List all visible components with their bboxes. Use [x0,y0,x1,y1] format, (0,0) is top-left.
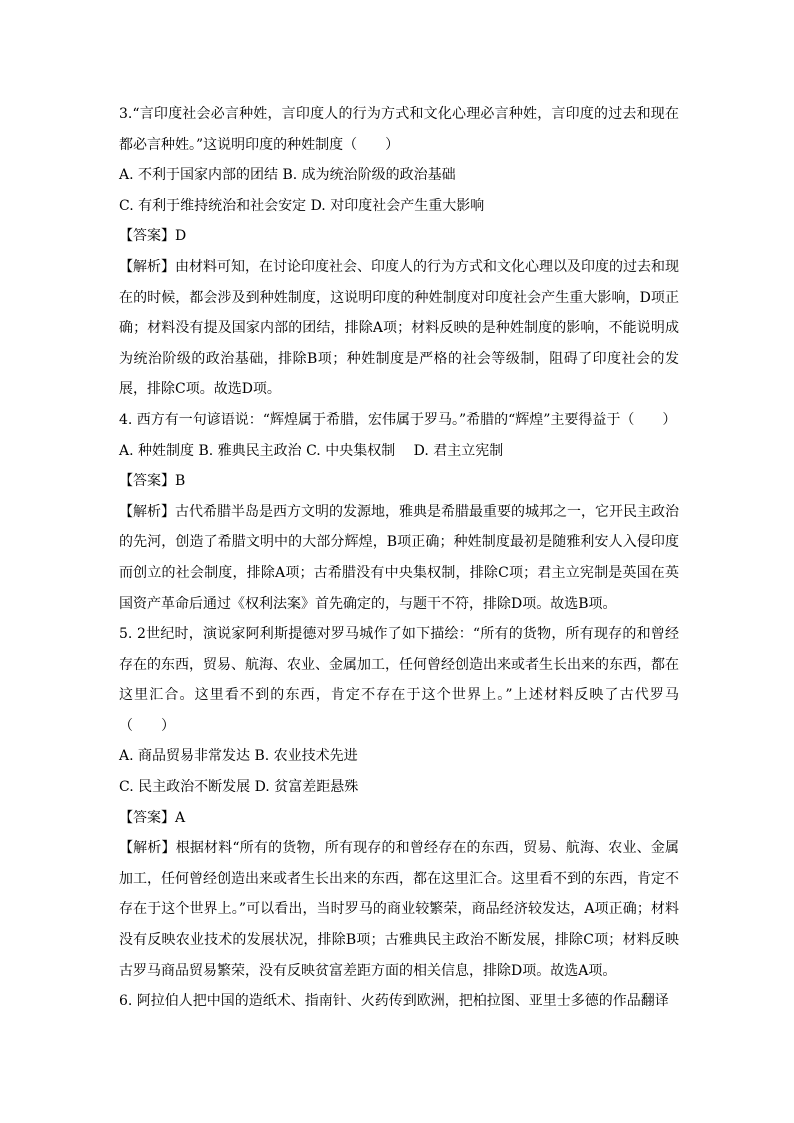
question-4 [119,405,679,619]
answer-label: 【答案】A [119,809,186,826]
question-options: C. 民主政治不断发展 D. 贫富差距悬殊 [119,779,359,796]
question-options: A. 商品贸易非常发达 B. 农业技术先进 [119,748,358,765]
analysis-text: 【解析】根据材料“所有的货物，所有现存的和曾经存在的东西，贸易、航海、农业、金属加工，任何曾经创造出来或者生长出来的东西，都在这里汇合。这里看不到的东西，肯定不存在于这个世界上。”可以看出，当时罗马的商业较繁荣，商品经济较发达，A项正确；材料没有反映农业技术的发展状况，排除B项；古雅典民主政治不断发展，排除C项；材料反映古罗马商品贸易繁荣，没有反映贫富差距方面的相关信息，排除D项。故选A项。 [119,840,679,979]
analysis-text: 【解析】古代希腊半岛是西方文明的发源地，雅典是希腊最重要的城邦之一，它开民主政治的先河，创造了希腊文明中的大部分辉煌，B项正确；种姓制度最初是随雅利安人入侵印度而创立的社会制度，排除A项；古希腊没有中央集权制，排除C项；君主立宪制是英国在英国资产革命后通过《权利法案》首先确定的，与题干不符，排除D项。故选B项。 [119,503,679,612]
question-options: C. 有利于维持统治和社会安定 D. 对印度社会产生重大影响 [119,197,485,214]
answer-label: 【答案】D [119,228,187,245]
question-6-stem: 6. 阿拉伯人把中国的造纸术、指南针、火药传到欧洲，把柏拉图、亚里士多德的作品翻译 [119,993,669,1010]
question-stem: 5. 2世纪时，演说家阿利斯提德对罗马城作了如下描绘：“所有的货物，所有现存的和曾经存在的东西，贸易、航海、农业、金属加工，任何曾经创造出来或者生长出来的东西，都在这里汇合。这里看不到的东西，肯定不存在于这个世界上。”上述材料反映了古代罗马（ ） [119,626,679,734]
question-5 [119,619,679,986]
question-options: A. 不利于国家内部的团结 B. 成为统治阶级的政治基础 [119,167,456,184]
answer-label: 【答案】B [119,473,186,490]
analysis-text: 【解析】由材料可知，在讨论印度社会、印度人的行为方式和文化心理以及印度的过去和现在的时候，都会涉及到种姓制度，这说明印度的种姓制度对印度社会产生重大影响，D项正确；材料没有提及国家内部的团结，排除A项；材料反映的是种姓制度的影响，不能说明成为统治阶级的政治基础，排除B项；种姓制度是严格的社会等级制，阻碍了印度社会的发展，排除C项。故选D项。 [119,258,679,398]
question-3 [119,99,679,405]
question-list [119,99,679,1017]
question-stem: 3.“言印度社会必言种姓，言印度人的行为方式和文化心理必言种姓，言印度的过去和现在都必言种姓。”这说明印度的种姓制度（ ） [119,106,679,153]
question-stem: 4. 西方有一句谚语说：“辉煌属于希腊，宏伟属于罗马。”希腊的“辉煌”主要得益于（ ） [119,411,677,428]
question-options: A. 种姓制度 B. 雅典民主政治 C. 中央集权制 D. 君主立宪制 [119,442,504,459]
